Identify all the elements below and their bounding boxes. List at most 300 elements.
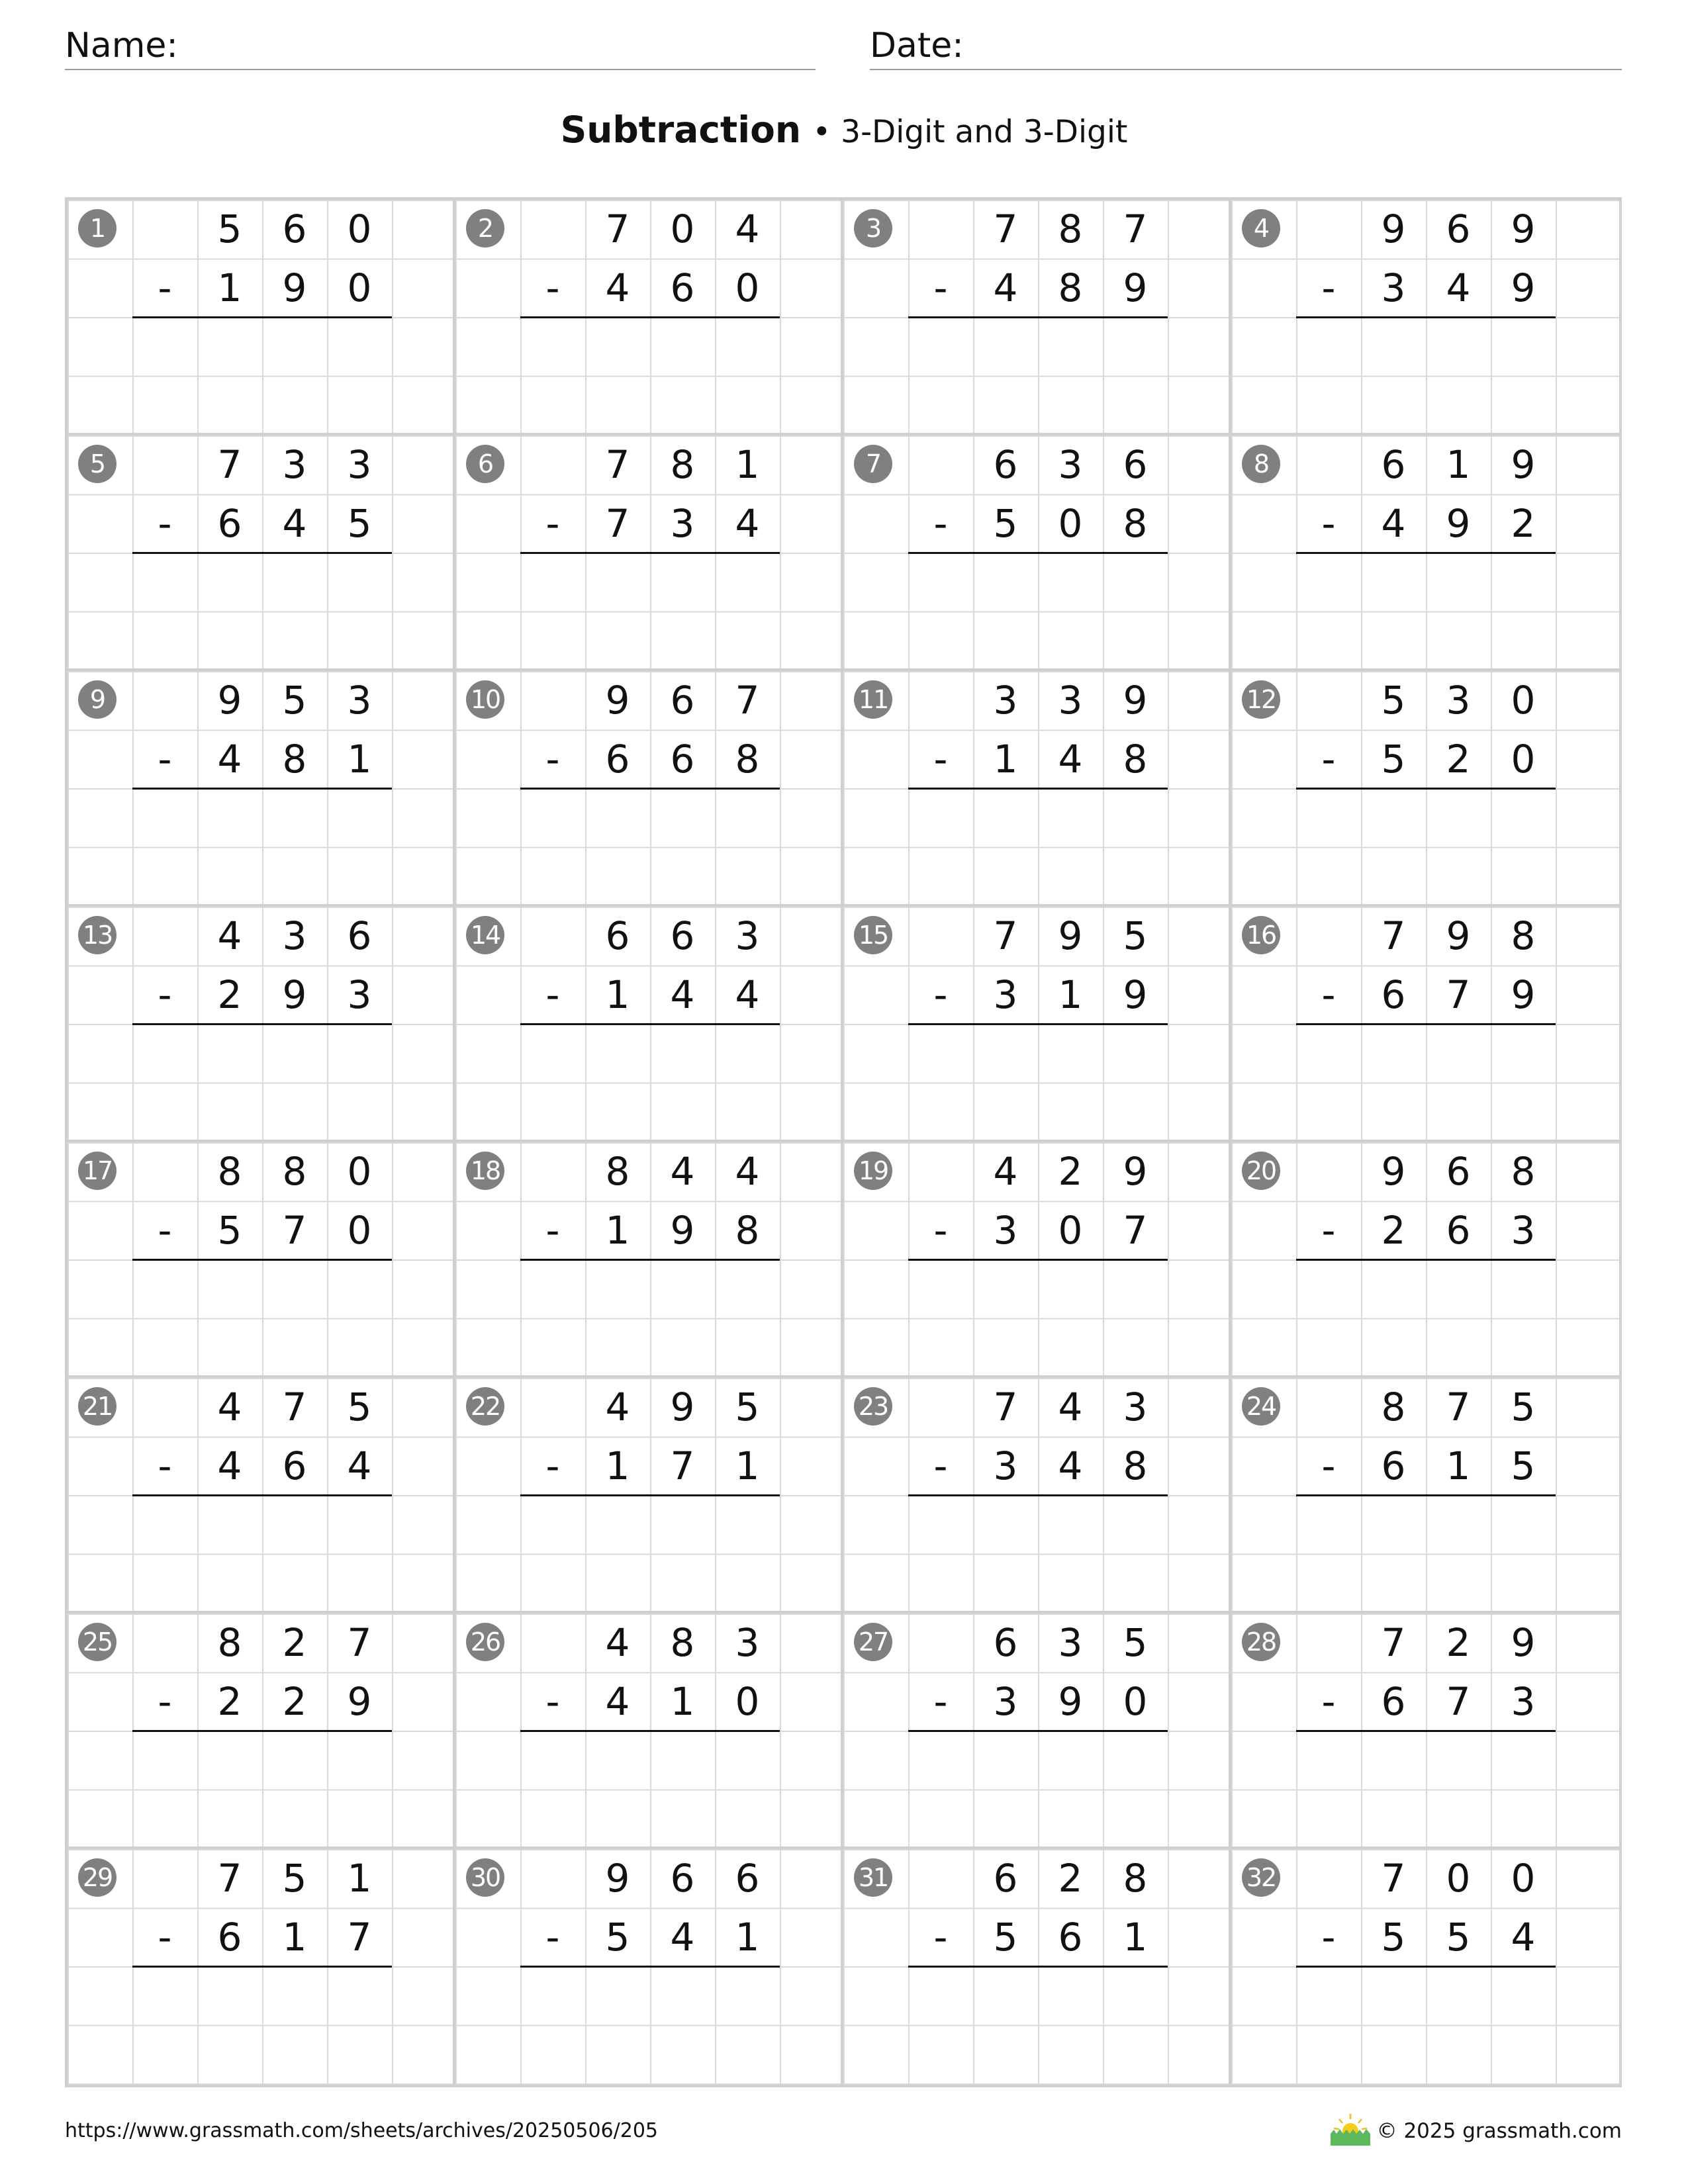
problem-number-badge: 7 — [854, 445, 892, 483]
subtrahend-digit: 9 — [1123, 972, 1148, 1017]
minus-sign: - — [933, 972, 948, 1017]
minuend-digit: 5 — [735, 1385, 760, 1430]
subtrahend-digit: 1 — [1058, 972, 1083, 1017]
minus-sign: - — [1321, 1678, 1336, 1724]
minus-sign: - — [158, 1914, 172, 1960]
minuend-digit: 0 — [1511, 1856, 1536, 1901]
subtrahend-digit: 4 — [605, 1678, 630, 1724]
answer-line — [520, 1730, 780, 1732]
subtrahend-digit: 7 — [282, 1207, 307, 1253]
subtrahend-digit: 3 — [993, 1207, 1018, 1253]
subtrahend-digit: 4 — [1381, 500, 1406, 546]
subtrahend-digit: 0 — [1511, 736, 1536, 782]
answer-line — [908, 552, 1168, 554]
minus-sign: - — [933, 1914, 948, 1960]
minuend-digit: 3 — [735, 1620, 760, 1665]
footer-url: https://www.grassmath.com/sheets/archives/20250506/205 — [65, 2119, 659, 2142]
subtrahend-digit: 1 — [347, 736, 372, 782]
minuend-digit: 3 — [1123, 1385, 1148, 1430]
subtrahend-digit: 1 — [1123, 1914, 1148, 1960]
minuend-digit: 6 — [993, 1856, 1018, 1901]
answer-line — [132, 552, 392, 554]
subtrahend-digit: 3 — [993, 1678, 1018, 1724]
sun-over-grass-icon — [1327, 2111, 1374, 2148]
minus-sign: - — [933, 500, 948, 546]
subtrahend-digit: 8 — [735, 1207, 760, 1253]
minuend-digit: 6 — [993, 442, 1018, 487]
minuend-digit: 7 — [735, 678, 760, 723]
minuend-digit: 8 — [217, 1620, 242, 1665]
title-subtitle: • 3-Digit and 3-Digit — [812, 114, 1128, 150]
subtrahend-digit: 1 — [735, 1443, 760, 1488]
minuend-digit: 6 — [735, 1856, 760, 1901]
problem — [843, 1849, 1231, 2085]
minus-sign: - — [545, 1207, 560, 1253]
subtrahend-digit: 4 — [1058, 1443, 1083, 1488]
minuend-digit: 7 — [1123, 206, 1148, 251]
problem-number-badge: 27 — [854, 1623, 892, 1661]
minuend-digit: 6 — [670, 1856, 695, 1901]
subtrahend-digit: 5 — [1381, 1914, 1406, 1960]
subtrahend-digit: 7 — [1446, 972, 1471, 1017]
problem-number-badge: 15 — [854, 916, 892, 954]
problem — [455, 1378, 843, 1614]
name-label: Name: — [65, 26, 178, 66]
problem-number-badge: 8 — [1242, 445, 1280, 483]
answer-line — [132, 1730, 392, 1732]
problem — [1231, 1614, 1619, 1849]
minuend-digit: 7 — [347, 1620, 372, 1665]
minuend-digit: 6 — [670, 913, 695, 958]
minuend-digit: 9 — [1511, 1620, 1536, 1665]
minuend-digit: 6 — [670, 678, 695, 723]
minuend-digit: 3 — [347, 442, 372, 487]
subtrahend-digit: 3 — [670, 500, 695, 546]
subtrahend-digit: 5 — [1446, 1914, 1471, 1960]
problem — [68, 671, 455, 907]
footer-copyright: © 2025 grassmath.com — [1376, 2119, 1622, 2143]
subtrahend-digit: 7 — [670, 1443, 695, 1488]
problem-number-badge: 32 — [1242, 1858, 1280, 1897]
subtrahend-digit: 6 — [1446, 1207, 1471, 1253]
subtrahend-digit: 9 — [1446, 500, 1471, 546]
answer-line — [1296, 552, 1556, 554]
subtrahend-digit: 6 — [1381, 972, 1406, 1017]
minus-sign: - — [545, 265, 560, 310]
minuend-digit: 4 — [670, 1149, 695, 1194]
problem-number-badge: 23 — [854, 1387, 892, 1426]
subtrahend-digit: 7 — [1123, 1207, 1148, 1253]
minus-sign: - — [1321, 1443, 1336, 1488]
minuend-digit: 6 — [605, 913, 630, 958]
worksheet-title — [0, 106, 1688, 156]
minuend-digit: 7 — [1381, 1856, 1406, 1901]
problem-number-badge: 10 — [466, 680, 504, 719]
problem-number-badge: 4 — [1242, 209, 1280, 248]
minuend-digit: 5 — [217, 206, 242, 251]
minus-sign: - — [158, 736, 172, 782]
subtrahend-digit: 6 — [1058, 1914, 1083, 1960]
subtrahend-digit: 2 — [1511, 500, 1536, 546]
minus-sign: - — [545, 1443, 560, 1488]
subtrahend-digit: 5 — [1511, 1443, 1536, 1488]
minuend-digit: 0 — [347, 206, 372, 251]
minuend-digit: 7 — [217, 1856, 242, 1901]
subtrahend-digit: 4 — [1058, 736, 1083, 782]
answer-line — [132, 1966, 392, 1968]
subtrahend-digit: 1 — [605, 1207, 630, 1253]
minuend-digit: 9 — [1058, 913, 1083, 958]
subtrahend-digit: 6 — [217, 1914, 242, 1960]
problem-number-badge: 14 — [466, 916, 504, 954]
minuend-digit: 1 — [347, 1856, 372, 1901]
problem — [455, 671, 843, 907]
minus-sign: - — [1321, 972, 1336, 1017]
minuend-digit: 0 — [347, 1149, 372, 1194]
minuend-digit: 6 — [347, 913, 372, 958]
answer-line — [520, 316, 780, 318]
problem-grid — [65, 197, 1622, 2087]
minuend-digit: 4 — [1058, 1385, 1083, 1430]
problem — [1231, 435, 1619, 671]
subtrahend-digit: 0 — [1058, 1207, 1083, 1253]
subtrahend-digit: 0 — [1123, 1678, 1148, 1724]
subtrahend-digit: 4 — [670, 972, 695, 1017]
minuend-digit: 3 — [735, 913, 760, 958]
subtrahend-digit: 3 — [1381, 265, 1406, 310]
problem — [843, 671, 1231, 907]
minus-sign: - — [933, 1443, 948, 1488]
minuend-digit: 9 — [1446, 913, 1471, 958]
subtrahend-digit: 9 — [1511, 972, 1536, 1017]
problem — [843, 1378, 1231, 1614]
minus-sign: - — [158, 500, 172, 546]
subtrahend-digit: 0 — [1058, 500, 1083, 546]
answer-line — [908, 1966, 1168, 1968]
subtrahend-digit: 4 — [282, 500, 307, 546]
problem — [68, 1378, 455, 1614]
answer-line — [1296, 1259, 1556, 1261]
problem — [455, 1142, 843, 1378]
problem — [1231, 1142, 1619, 1378]
answer-line — [520, 552, 780, 554]
problem — [455, 1849, 843, 2085]
minuend-digit: 6 — [282, 206, 307, 251]
subtrahend-digit: 1 — [605, 972, 630, 1017]
subtrahend-digit: 5 — [993, 1914, 1018, 1960]
minuend-digit: 5 — [1123, 1620, 1148, 1665]
problem-number-badge: 22 — [466, 1387, 504, 1426]
subtrahend-digit: 6 — [670, 265, 695, 310]
minuend-digit: 2 — [1058, 1149, 1083, 1194]
subtrahend-digit: 9 — [282, 265, 307, 310]
problem — [455, 907, 843, 1142]
minus-sign: - — [158, 265, 172, 310]
minus-sign: - — [545, 736, 560, 782]
minuend-digit: 9 — [217, 678, 242, 723]
minus-sign: - — [158, 1207, 172, 1253]
subtrahend-digit: 4 — [735, 500, 760, 546]
subtrahend-digit: 8 — [735, 736, 760, 782]
subtrahend-digit: 1 — [993, 736, 1018, 782]
answer-line — [520, 1259, 780, 1261]
problem-number-badge: 20 — [1242, 1152, 1280, 1190]
problem — [1231, 1378, 1619, 1614]
answer-line — [1296, 1023, 1556, 1025]
minuend-digit: 5 — [347, 1385, 372, 1430]
minuend-digit: 7 — [993, 1385, 1018, 1430]
problem-number-badge: 1 — [78, 209, 117, 248]
minuend-digit: 2 — [1446, 1620, 1471, 1665]
subtrahend-digit: 8 — [1123, 500, 1148, 546]
problem-number-badge: 26 — [466, 1623, 504, 1661]
answer-line — [1296, 1730, 1556, 1732]
minuend-digit: 1 — [735, 442, 760, 487]
subtrahend-digit: 4 — [605, 265, 630, 310]
subtrahend-digit: 8 — [282, 736, 307, 782]
problem-number-badge: 19 — [854, 1152, 892, 1190]
minuend-digit: 3 — [1058, 1620, 1083, 1665]
subtrahend-digit: 1 — [735, 1914, 760, 1960]
minus-sign: - — [545, 972, 560, 1017]
answer-line — [132, 1494, 392, 1496]
subtrahend-digit: 6 — [670, 736, 695, 782]
problem — [68, 1142, 455, 1378]
subtrahend-digit: 9 — [1511, 265, 1536, 310]
subtrahend-digit: 1 — [282, 1914, 307, 1960]
minuend-digit: 9 — [1511, 206, 1536, 251]
problem — [68, 907, 455, 1142]
problem-number-badge: 18 — [466, 1152, 504, 1190]
answer-line — [908, 1259, 1168, 1261]
subtrahend-digit: 5 — [217, 1207, 242, 1253]
minuend-digit: 7 — [1381, 1620, 1406, 1665]
minuend-digit: 9 — [605, 678, 630, 723]
subtrahend-digit: 6 — [605, 736, 630, 782]
minuend-digit: 2 — [1058, 1856, 1083, 1901]
problem — [1231, 200, 1619, 435]
answer-line — [1296, 316, 1556, 318]
subtrahend-digit: 5 — [347, 500, 372, 546]
subtrahend-digit: 4 — [1446, 265, 1471, 310]
minus-sign: - — [545, 500, 560, 546]
name-field[interactable] — [65, 23, 816, 70]
problem-number-badge: 16 — [1242, 916, 1280, 954]
subtrahend-digit: 6 — [1381, 1443, 1406, 1488]
minuend-digit: 3 — [282, 442, 307, 487]
subtrahend-digit: 3 — [347, 972, 372, 1017]
minuend-digit: 7 — [605, 442, 630, 487]
minuend-digit: 8 — [670, 1620, 695, 1665]
minuend-digit: 4 — [605, 1620, 630, 1665]
subtrahend-digit: 1 — [217, 265, 242, 310]
minuend-digit: 1 — [1446, 442, 1471, 487]
minuend-digit: 7 — [993, 913, 1018, 958]
problem-number-badge: 6 — [466, 445, 504, 483]
subtrahend-digit: 4 — [217, 1443, 242, 1488]
answer-line — [520, 1966, 780, 1968]
answer-line — [520, 1023, 780, 1025]
subtrahend-digit: 4 — [347, 1443, 372, 1488]
minuend-digit: 4 — [605, 1385, 630, 1430]
minus-sign: - — [933, 1678, 948, 1724]
answer-line — [908, 1023, 1168, 1025]
minuend-digit: 7 — [993, 206, 1018, 251]
minuend-digit: 7 — [605, 206, 630, 251]
minuend-digit: 9 — [1511, 442, 1536, 487]
subtrahend-digit: 4 — [670, 1914, 695, 1960]
answer-line — [908, 1494, 1168, 1496]
minuend-digit: 6 — [1446, 206, 1471, 251]
minuend-digit: 8 — [217, 1149, 242, 1194]
minuend-digit: 8 — [1511, 913, 1536, 958]
minuend-digit: 4 — [735, 206, 760, 251]
subtrahend-digit: 6 — [282, 1443, 307, 1488]
subtrahend-digit: 0 — [347, 265, 372, 310]
subtrahend-digit: 5 — [1381, 736, 1406, 782]
subtrahend-digit: 9 — [347, 1678, 372, 1724]
problem — [68, 1849, 455, 2085]
problem-number-badge: 11 — [854, 680, 892, 719]
subtrahend-digit: 2 — [1381, 1207, 1406, 1253]
minuend-digit: 7 — [1381, 913, 1406, 958]
minus-sign: - — [545, 1678, 560, 1724]
minuend-digit: 6 — [1446, 1149, 1471, 1194]
minuend-digit: 9 — [1381, 1149, 1406, 1194]
minuend-digit: 8 — [1381, 1385, 1406, 1430]
subtrahend-digit: 8 — [1123, 1443, 1148, 1488]
minuend-digit: 9 — [670, 1385, 695, 1430]
minuend-digit: 8 — [670, 442, 695, 487]
minuend-digit: 9 — [1381, 206, 1406, 251]
subtrahend-digit: 3 — [993, 1443, 1018, 1488]
problem-number-badge: 17 — [78, 1152, 117, 1190]
date-label: Date: — [870, 26, 964, 66]
minus-sign: - — [158, 1678, 172, 1724]
minus-sign: - — [933, 736, 948, 782]
subtrahend-digit: 4 — [1511, 1914, 1536, 1960]
problem-number-badge: 13 — [78, 916, 117, 954]
subtrahend-digit: 9 — [1123, 265, 1148, 310]
subtrahend-digit: 4 — [217, 736, 242, 782]
problem — [843, 1142, 1231, 1378]
answer-line — [908, 788, 1168, 790]
problem — [1231, 671, 1619, 907]
minus-sign: - — [1321, 265, 1336, 310]
problem — [843, 1614, 1231, 1849]
minuend-digit: 8 — [1511, 1149, 1536, 1194]
subtrahend-digit: 2 — [217, 1678, 242, 1724]
subtrahend-digit: 1 — [605, 1443, 630, 1488]
minuend-digit: 4 — [217, 913, 242, 958]
minus-sign: - — [1321, 736, 1336, 782]
subtrahend-digit: 4 — [993, 265, 1018, 310]
subtrahend-digit: 9 — [1058, 1678, 1083, 1724]
subtrahend-digit: 1 — [670, 1678, 695, 1724]
subtrahend-digit: 8 — [1123, 736, 1148, 782]
minuend-digit: 6 — [1381, 442, 1406, 487]
minuend-digit: 9 — [1123, 1149, 1148, 1194]
subtrahend-digit: 7 — [347, 1914, 372, 1960]
problem — [455, 1614, 843, 1849]
minus-sign: - — [933, 1207, 948, 1253]
answer-line — [1296, 788, 1556, 790]
problem — [1231, 907, 1619, 1142]
subtrahend-digit: 5 — [605, 1914, 630, 1960]
minuend-digit: 9 — [605, 1856, 630, 1901]
minuend-digit: 7 — [282, 1385, 307, 1430]
problem-number-badge: 25 — [78, 1623, 117, 1661]
minuend-digit: 5 — [1381, 678, 1406, 723]
answer-line — [908, 1730, 1168, 1732]
minuend-digit: 5 — [1123, 913, 1148, 958]
problem-number-badge: 29 — [78, 1858, 117, 1897]
title-main: Subtraction — [560, 109, 802, 151]
minuend-digit: 5 — [1511, 1385, 1536, 1430]
minuend-digit: 8 — [282, 1149, 307, 1194]
subtrahend-digit: 2 — [1446, 736, 1471, 782]
answer-line — [520, 1494, 780, 1496]
minuend-digit: 0 — [1511, 678, 1536, 723]
problem — [68, 200, 455, 435]
problem — [455, 435, 843, 671]
problem-number-badge: 9 — [78, 680, 117, 719]
problem-number-badge: 24 — [1242, 1387, 1280, 1426]
problem — [68, 435, 455, 671]
subtrahend-digit: 7 — [1446, 1678, 1471, 1724]
minuend-digit: 6 — [993, 1620, 1018, 1665]
minuend-digit: 4 — [993, 1149, 1018, 1194]
minuend-digit: 7 — [217, 442, 242, 487]
minuend-digit: 8 — [1058, 206, 1083, 251]
minus-sign: - — [1321, 1207, 1336, 1253]
problem — [843, 435, 1231, 671]
problem-number-badge: 31 — [854, 1858, 892, 1897]
minuend-digit: 9 — [1123, 678, 1148, 723]
minuend-digit: 3 — [282, 913, 307, 958]
minuend-digit: 3 — [1446, 678, 1471, 723]
problem-number-badge: 30 — [466, 1858, 504, 1897]
subtrahend-digit: 3 — [1511, 1678, 1536, 1724]
minuend-digit: 3 — [1058, 678, 1083, 723]
problem-number-badge: 2 — [466, 209, 504, 248]
minus-sign: - — [158, 972, 172, 1017]
subtrahend-digit: 0 — [735, 1678, 760, 1724]
minus-sign: - — [933, 265, 948, 310]
minuend-digit: 4 — [735, 1149, 760, 1194]
minuend-digit: 3 — [993, 678, 1018, 723]
minus-sign: - — [1321, 500, 1336, 546]
date-field[interactable] — [870, 23, 1622, 70]
problem-number-badge: 28 — [1242, 1623, 1280, 1661]
minuend-digit: 4 — [217, 1385, 242, 1430]
minuend-digit: 0 — [1446, 1856, 1471, 1901]
subtrahend-digit: 3 — [993, 972, 1018, 1017]
minuend-digit: 6 — [1123, 442, 1148, 487]
answer-line — [132, 1023, 392, 1025]
problem — [455, 200, 843, 435]
problem-number-badge: 21 — [78, 1387, 117, 1426]
answer-line — [132, 316, 392, 318]
minuend-digit: 5 — [282, 1856, 307, 1901]
minus-sign: - — [158, 1443, 172, 1488]
subtrahend-digit: 5 — [993, 500, 1018, 546]
minuend-digit: 8 — [605, 1149, 630, 1194]
answer-line — [132, 1259, 392, 1261]
problem-number-badge: 3 — [854, 209, 892, 248]
subtrahend-digit: 9 — [670, 1207, 695, 1253]
problem-number-badge: 12 — [1242, 680, 1280, 719]
